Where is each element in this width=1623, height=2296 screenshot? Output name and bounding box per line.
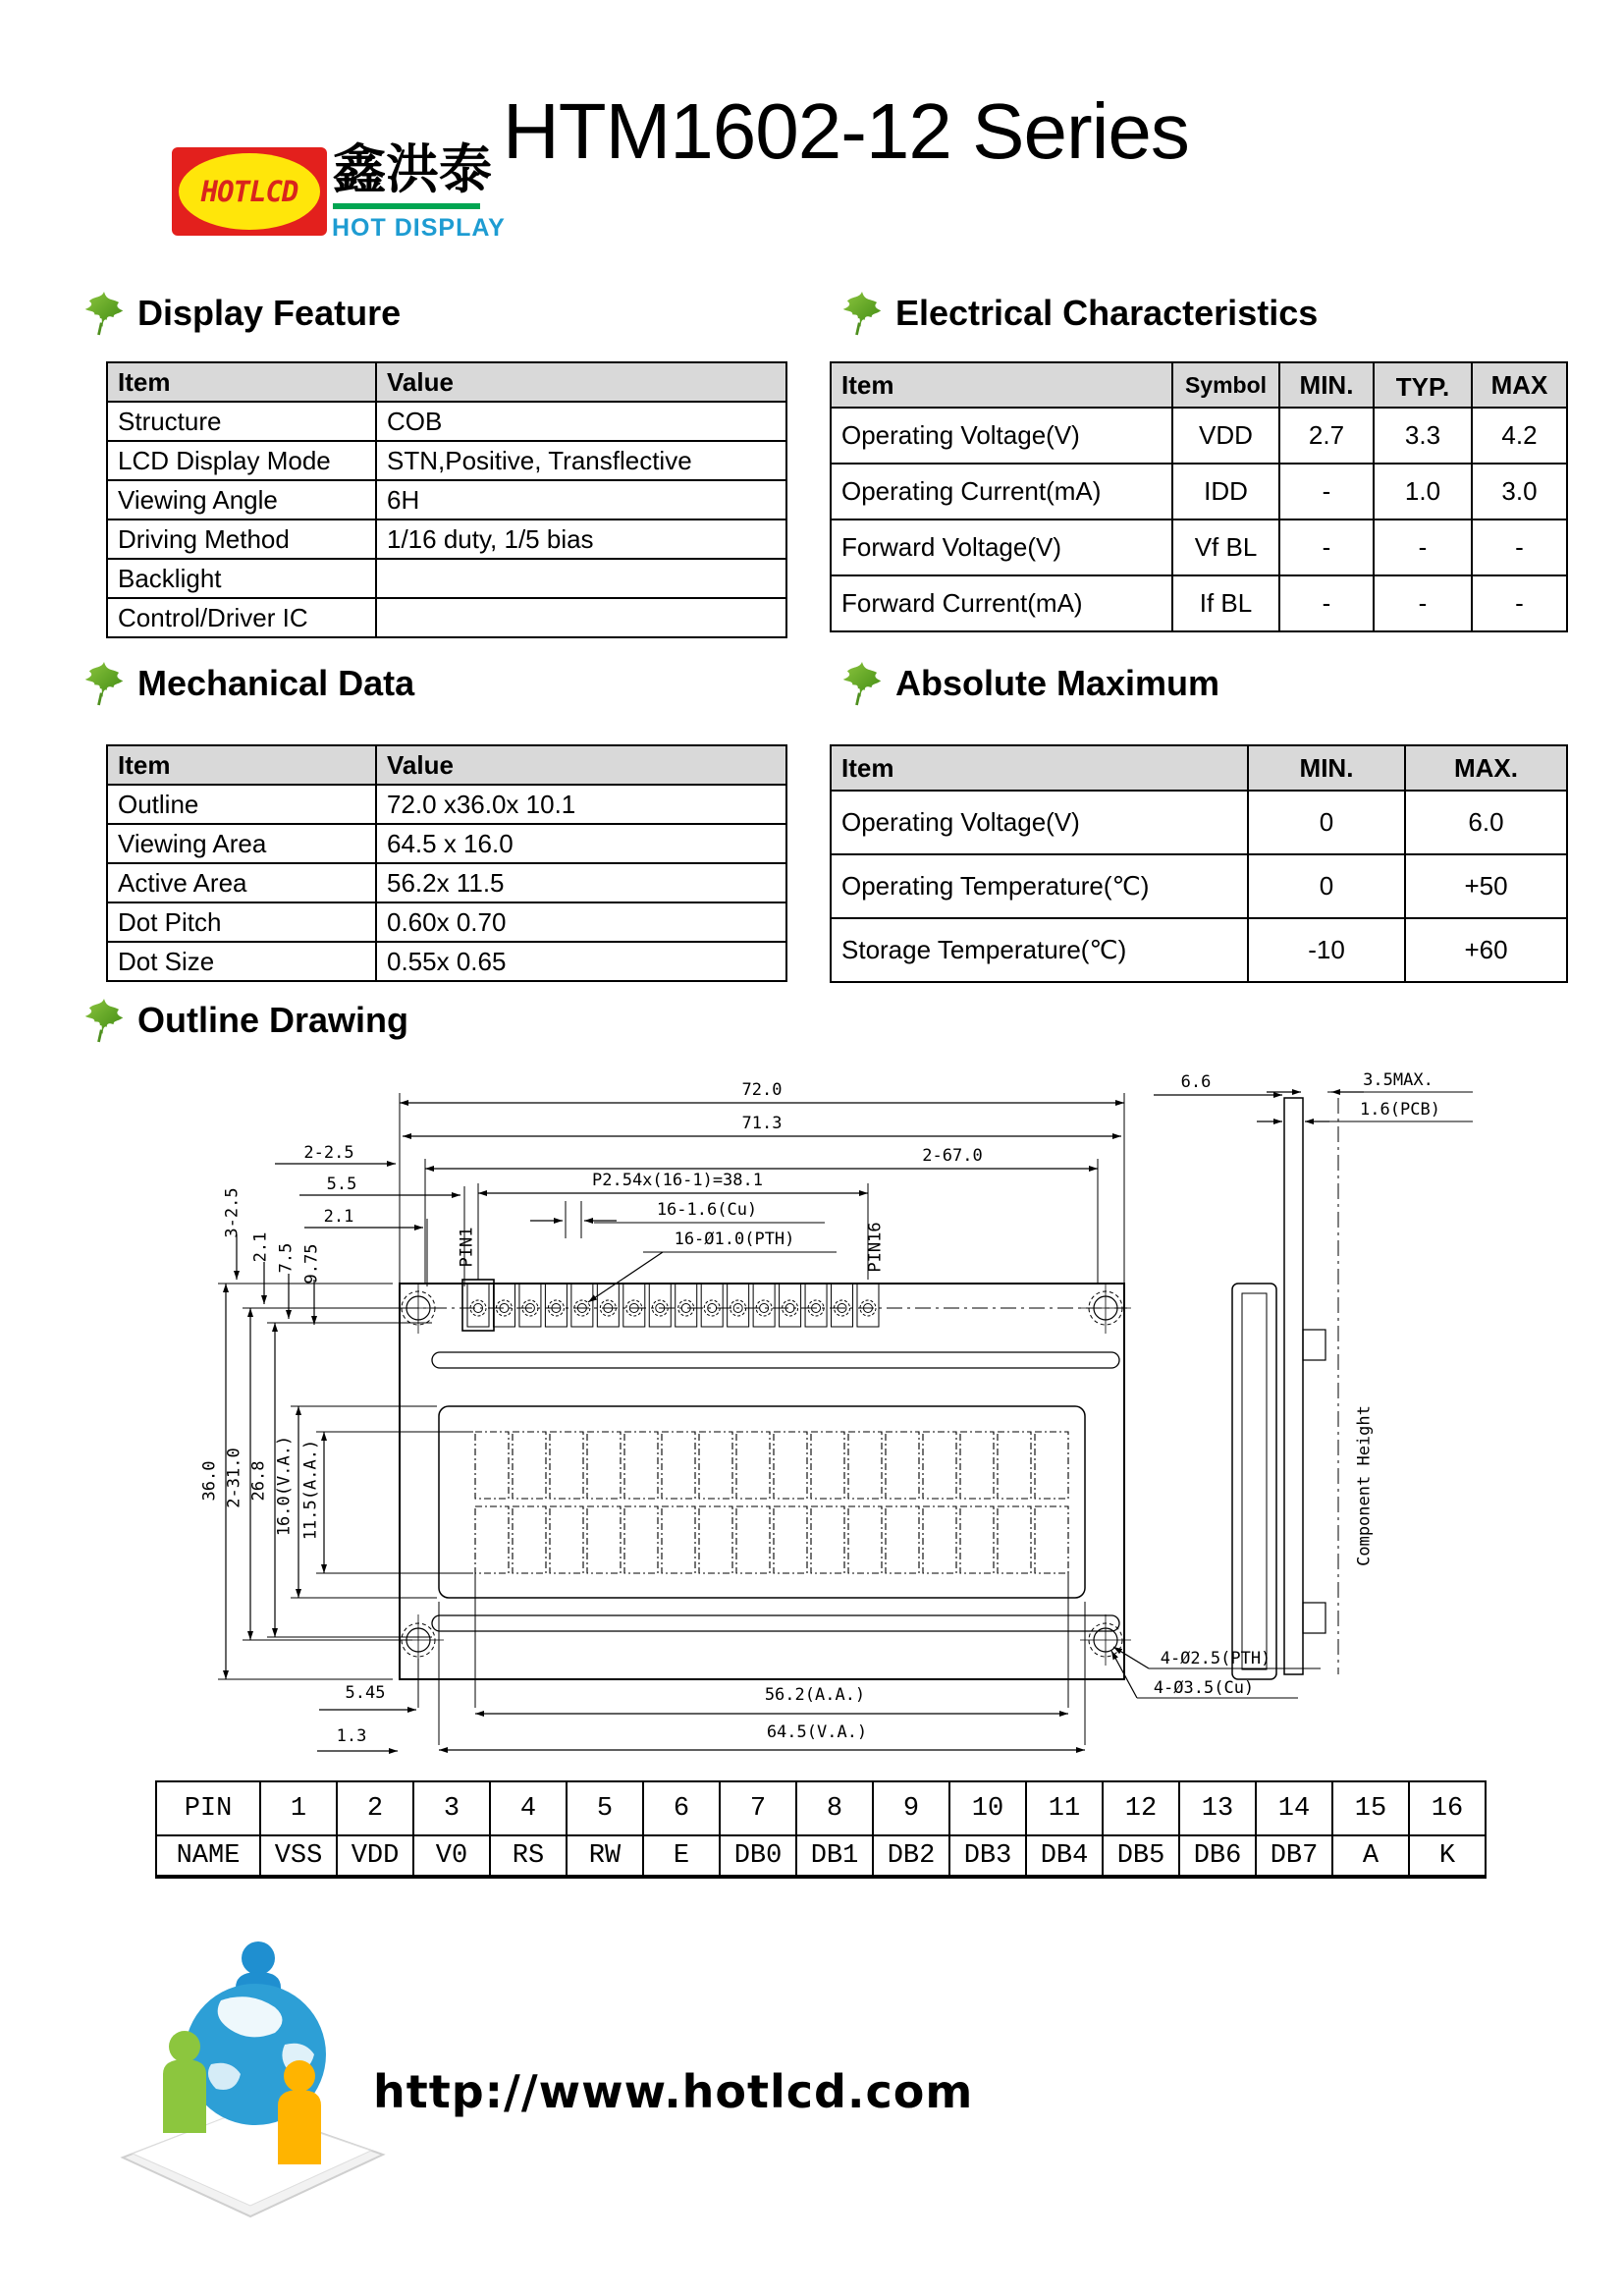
cell-value <box>376 598 786 637</box>
pin-name: K <box>1409 1835 1486 1877</box>
dim-label: 4-Ø3.5(Cu) <box>1153 1678 1255 1698</box>
dim-label: 16.0(V.A.) <box>274 1435 295 1537</box>
cell-value: COB <box>376 402 786 441</box>
cell-item: Forward Voltage(V) <box>831 519 1172 575</box>
pin-number-row <box>156 1781 1486 1835</box>
outline-drawing <box>88 1066 1571 1763</box>
col-header: MAX <box>1472 362 1567 408</box>
pin-number: 2 <box>337 1781 413 1835</box>
cell-min: 0 <box>1248 791 1405 854</box>
table-row <box>107 441 786 480</box>
pin-name: V0 <box>413 1835 490 1877</box>
leaf-icon <box>82 660 126 707</box>
dim-label-pin16: PIN16 <box>865 1222 886 1273</box>
pin-number: 8 <box>796 1781 873 1835</box>
pin-name: DB5 <box>1103 1835 1179 1877</box>
cell-item: Operating Current(mA) <box>831 464 1172 519</box>
cell-min: 2.7 <box>1279 408 1374 464</box>
cell-min: - <box>1279 519 1374 575</box>
table-header-row <box>831 745 1567 791</box>
dim-label: 16-Ø1.0(PTH) <box>674 1230 795 1249</box>
dim-label: P2.54x(16-1)=38.1 <box>592 1171 763 1190</box>
pin-number: 7 <box>720 1781 796 1835</box>
section-display-feature <box>82 290 401 337</box>
cell-value: 1/16 duty, 1/5 bias <box>376 519 786 559</box>
dim-label: 7.5 <box>276 1242 297 1274</box>
cell-min: -10 <box>1248 918 1405 982</box>
pin-number: 15 <box>1332 1781 1409 1835</box>
section-mechanical-data <box>82 660 414 707</box>
pin-number: 6 <box>643 1781 720 1835</box>
cell-typ: - <box>1374 519 1472 575</box>
dim-label: 5.45 <box>345 1683 386 1703</box>
dim-label: 36.0 <box>199 1460 220 1502</box>
cell-value: 0.60x 0.70 <box>376 902 786 942</box>
pin-name: DB6 <box>1179 1835 1256 1877</box>
table-row <box>107 519 786 559</box>
table-header-row <box>107 745 786 785</box>
person-yellow <box>278 2060 321 2164</box>
hotlcd-logo-text: HOTLCD <box>200 175 298 208</box>
cell-min: - <box>1279 575 1374 631</box>
table-header-row <box>107 362 786 402</box>
pin-number: 13 <box>1179 1781 1256 1835</box>
col-header: MAX. <box>1405 745 1567 791</box>
table-row <box>107 942 786 981</box>
dim-label-component-height: Component Height <box>1354 1405 1375 1566</box>
dim-label: 1.6(PCB) <box>1360 1100 1440 1120</box>
cell-max: 6.0 <box>1405 791 1567 854</box>
cell-item: Control/Driver IC <box>107 598 376 637</box>
section-absolute-maximum <box>840 660 1219 707</box>
globe-people-logo <box>93 1927 407 2221</box>
table-row <box>831 408 1567 464</box>
dim-label: 3-2.5 <box>222 1187 243 1238</box>
leaf-icon <box>840 290 884 337</box>
leaf-icon <box>82 290 126 337</box>
table-row <box>831 464 1567 519</box>
cell-typ: 3.3 <box>1374 408 1472 464</box>
cell-max: 3.0 <box>1472 464 1567 519</box>
cell-symbol: If BL <box>1172 575 1279 631</box>
col-header: Item <box>831 362 1172 408</box>
section-heading: Absolute Maximum <box>895 663 1220 703</box>
pin-number: 4 <box>490 1781 567 1835</box>
pin-assignment-table <box>155 1780 1487 1879</box>
dim-label: 2-2.5 <box>303 1143 354 1163</box>
pin-number: 11 <box>1026 1781 1103 1835</box>
cell-item: Operating Voltage(V) <box>831 791 1248 854</box>
cell-value: 72.0 x36.0x 10.1 <box>376 785 786 824</box>
table-row <box>107 824 786 863</box>
pin-name: DB3 <box>949 1835 1026 1877</box>
table-row <box>831 791 1567 854</box>
section-outline-drawing <box>82 997 408 1044</box>
pin-name: DB7 <box>1256 1835 1332 1877</box>
pin-name: DB2 <box>873 1835 949 1877</box>
section-electrical-characteristics <box>840 290 1318 337</box>
cell-item: Operating Voltage(V) <box>831 408 1172 464</box>
section-heading: Display Feature <box>137 293 402 333</box>
col-header: Symbol <box>1172 362 1279 408</box>
section-heading: Outline Drawing <box>137 1000 409 1040</box>
dim-label: 6.6 <box>1180 1072 1212 1092</box>
cell-item: Dot Pitch <box>107 902 376 942</box>
dim-label: 3.5MAX. <box>1363 1070 1434 1090</box>
dim-label: 56.2(A.A.) <box>764 1685 866 1705</box>
pin-name: DB4 <box>1026 1835 1103 1877</box>
cell-max: +50 <box>1405 854 1567 918</box>
cell-value: 56.2x 11.5 <box>376 863 786 902</box>
leaf-icon <box>82 997 126 1044</box>
leaf-icon <box>840 660 884 707</box>
col-header: Value <box>376 362 786 402</box>
outline-drawing-canvas <box>88 1066 1571 1763</box>
pin-number: 5 <box>567 1781 643 1835</box>
electrical-characteristics-table <box>830 361 1568 632</box>
pin-number: 1 <box>260 1781 337 1835</box>
dim-label: 4-Ø2.5(PTH) <box>1160 1649 1271 1668</box>
dim-label: 2-67.0 <box>922 1146 983 1166</box>
pin-number: 9 <box>873 1781 949 1835</box>
cell-item: Viewing Area <box>107 824 376 863</box>
cell-symbol: VDD <box>1172 408 1279 464</box>
pin-number: 16 <box>1409 1781 1486 1835</box>
table-row <box>107 863 786 902</box>
mechanical-data-table <box>106 744 787 982</box>
website-url-link[interactable]: http://www.hotlcd.com <box>373 2065 974 2118</box>
table-row <box>831 519 1567 575</box>
cell-max: - <box>1472 519 1567 575</box>
dim-label: 71.3 <box>741 1114 783 1133</box>
cell-item: Driving Method <box>107 519 376 559</box>
cell-max: 4.2 <box>1472 408 1567 464</box>
pin-name: RW <box>567 1835 643 1877</box>
cell-value: 64.5 x 16.0 <box>376 824 786 863</box>
company-chinese-name: 鑫洪泰 <box>333 140 492 199</box>
dim-label: 26.8 <box>248 1460 269 1502</box>
cell-item: Operating Temperature(℃) <box>831 854 1248 918</box>
pin-name-row <box>156 1835 1486 1877</box>
table-row <box>107 902 786 942</box>
table-row <box>831 854 1567 918</box>
cell-value: STN,Positive, Transflective <box>376 441 786 480</box>
table-row <box>831 575 1567 631</box>
cell-value: 6H <box>376 480 786 519</box>
pin-name: DB0 <box>720 1835 796 1877</box>
cell-max: +60 <box>1405 918 1567 982</box>
cell-value: 0.55x 0.65 <box>376 942 786 981</box>
pin-name: E <box>643 1835 720 1877</box>
dim-label: 5.5 <box>326 1175 357 1194</box>
dim-label: 64.5(V.A.) <box>766 1722 868 1742</box>
col-header: Item <box>107 745 376 785</box>
absolute-maximum-table <box>830 744 1568 983</box>
cell-symbol: Vf BL <box>1172 519 1279 575</box>
dim-label-pin1: PIN1 <box>457 1227 477 1268</box>
table-row <box>107 480 786 519</box>
col-header: Item <box>107 362 376 402</box>
cell-value <box>376 559 786 598</box>
logo-green-bar <box>333 203 480 209</box>
pin-name: DB1 <box>796 1835 873 1877</box>
dim-label: 2.1 <box>250 1231 271 1263</box>
dim-label: 1.3 <box>336 1726 367 1746</box>
row-label: PIN <box>156 1781 260 1835</box>
cell-typ: - <box>1374 575 1472 631</box>
pin-name: VSS <box>260 1835 337 1877</box>
hotlcd-logo <box>172 147 327 236</box>
cell-typ: 1.0 <box>1374 464 1472 519</box>
row-label: NAME <box>156 1835 260 1877</box>
cell-item: Outline <box>107 785 376 824</box>
col-header: TYP. <box>1374 362 1472 408</box>
pin-number: 10 <box>949 1781 1026 1835</box>
cell-min: - <box>1279 464 1374 519</box>
page-title: HTM1602-12 Series <box>503 87 1189 175</box>
dim-label: 72.0 <box>741 1080 783 1100</box>
table-row <box>831 918 1567 982</box>
section-heading: Mechanical Data <box>137 663 415 703</box>
table-row <box>107 598 786 637</box>
pin-number: 12 <box>1103 1781 1179 1835</box>
dim-label: 9.75 <box>301 1243 322 1285</box>
col-header: Value <box>376 745 786 785</box>
cell-item: Dot Size <box>107 942 376 981</box>
dim-label: 11.5(A.A.) <box>300 1439 321 1541</box>
logo-tagline: HOT DISPLAY <box>332 214 506 242</box>
hotlcd-logo-ellipse <box>179 153 320 230</box>
cell-item: Forward Current(mA) <box>831 575 1172 631</box>
cell-item: Storage Temperature(℃) <box>831 918 1248 982</box>
pin-name: RS <box>490 1835 567 1877</box>
cell-item: Viewing Angle <box>107 480 376 519</box>
dim-label: 2-31.0 <box>224 1448 244 1508</box>
table-header-row <box>831 362 1567 408</box>
cell-item: Structure <box>107 402 376 441</box>
cell-item: Backlight <box>107 559 376 598</box>
cell-item: Active Area <box>107 863 376 902</box>
col-header: MIN. <box>1279 362 1374 408</box>
pin-number: 3 <box>413 1781 490 1835</box>
col-header: MIN. <box>1248 745 1405 791</box>
cell-min: 0 <box>1248 854 1405 918</box>
section-heading: Electrical Characteristics <box>895 293 1319 333</box>
table-row <box>107 402 786 441</box>
pin-name: A <box>1332 1835 1409 1877</box>
person-green <box>163 2031 206 2133</box>
display-feature-table <box>106 361 787 638</box>
pin-number: 14 <box>1256 1781 1332 1835</box>
table-row <box>107 785 786 824</box>
cell-item: LCD Display Mode <box>107 441 376 480</box>
col-header: Item <box>831 745 1248 791</box>
cell-symbol: IDD <box>1172 464 1279 519</box>
dim-label: 16-1.6(Cu) <box>656 1200 758 1220</box>
pin-name: VDD <box>337 1835 413 1877</box>
table-row <box>107 559 786 598</box>
cell-max: - <box>1472 575 1567 631</box>
dim-label: 2.1 <box>323 1207 354 1227</box>
